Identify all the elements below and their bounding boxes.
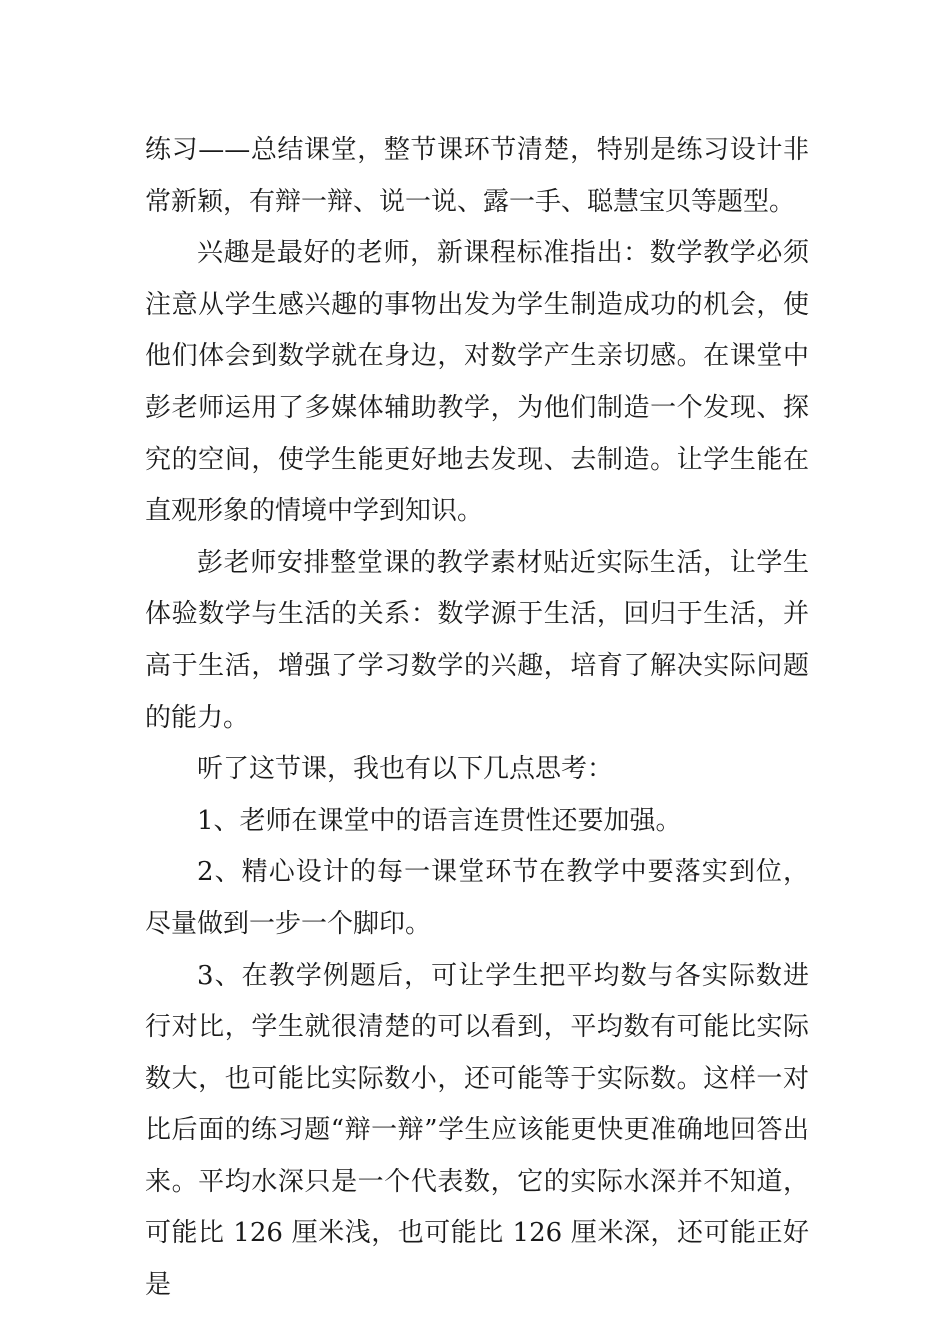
paragraph-point-3: 3、在教学例题后，可让学生把平均数与各实际数进行对比，学生就很清楚的可以看到，平均数有可能比实际数大，也可能比实际数小，还可能等于实际数。这样一对比后面的练习题“辩一辩”学生应该能更快更准确地回答出来。平均水深只是一个代表数，它的实际水深并不知道，可能比 126 厘米浅，也可能比 126 厘米深，还可能正好是 (145, 960, 809, 1301)
document-body (145, 125, 809, 1312)
paragraph-point-1: 1、老师在课堂中的语言连贯性还要加强。 (197, 805, 682, 836)
paragraph-reflection-intro: 听了这节课，我也有以下几点思考： (197, 754, 614, 785)
paragraph-interest: 兴趣是最好的老师，新课程标准指出：数学教学必须注意从学生感兴趣的事物出发为学生制造成功的机会，使他们体会到数学就在身边，对数学产生亲切感。在课堂中彭老师运用了多媒体辅助教学，为他们制造一个发现、探究的空间，使学生能更好地去发现、去制造。让学生能在直观形象的情境中学到知识。 (145, 238, 809, 527)
paragraph-point-2: 2、精心设计的每一课堂环节在教学中要落实到位，尽量做到一步一个脚印。 (145, 857, 809, 939)
paragraph-real-life: 彭老师安排整堂课的教学素材贴近实际生活，让学生体验数学与生活的关系：数学源于生活，回归于生活，并高于生活，增强了学习数学的兴趣，培育了解决实际问题的能力。 (145, 547, 809, 733)
paragraph-practice-summary: 练习——总结课堂，整节课环节清楚，特别是练习设计非常新颖，有辩一辩、说一说、露一手、聪慧宝贝等题型。 (145, 135, 809, 217)
